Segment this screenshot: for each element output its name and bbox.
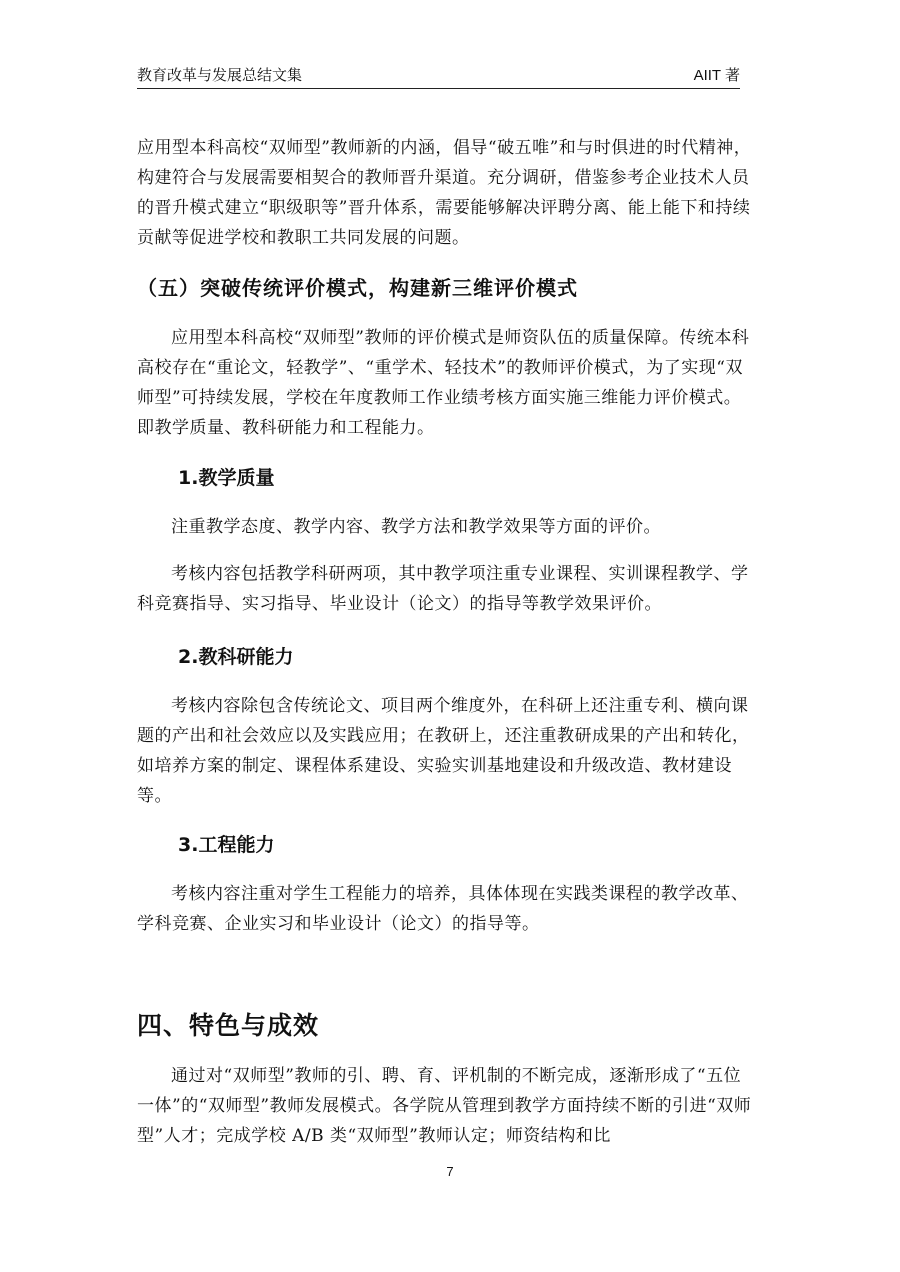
item-2-heading: 2.教科研能力: [178, 646, 294, 668]
item-3-paragraph: 考核内容注重对学生工程能力的培养，具体体现在实践类课程的教学改革、学科竞赛、企业实习和毕业设计（论文）的指导等。: [137, 884, 749, 934]
section-5-heading: （五）突破传统评价模式，构建新三维评价模式: [137, 276, 578, 300]
item-1-paragraph-1: 注重教学态度、教学内容、教学方法和教学效果等方面的评价。: [171, 517, 661, 537]
header-collection-title: 教育改革与发展总结文集: [137, 66, 303, 84]
section-5-paragraph: 应用型本科高校“双师型”教师的评价模式是师资队伍的质量保障。传统本科高校存在“重论文，轻教学”、“重学术、轻技术”的教师评价模式，为了实现“双师型”可持续发展，学校在年度教师工作业绩考核方面实施三维能力评价模式。即教学质量、教科研能力和工程能力。: [137, 328, 750, 438]
page-number: 7: [446, 1164, 454, 1179]
item-2-paragraph: 考核内容除包含传统论文、项目两个维度外，在科研上还注重专利、横向课题的产出和社会效应以及实践应用；在教研上，还注重教研成果的产出和转化，如培养方案的制定、课程体系建设、实验实训基地建设和升级改造、教材建设等。: [137, 696, 750, 806]
item-1-heading: 1.教学质量: [178, 467, 275, 489]
section-4-heading: 四、特色与成效: [137, 1011, 320, 1040]
item-1-paragraph-2: 考核内容包括教学科研两项，其中教学项注重专业课程、实训课程教学、学科竞赛指导、实习指导、毕业设计（论文）的指导等教学效果评价。: [137, 564, 749, 614]
page-header: [137, 62, 740, 89]
item-3-heading: 3.工程能力: [178, 834, 275, 856]
intro-paragraph: 应用型本科高校“双师型”教师新的内涵，倡导“破五唯”和与时俱进的时代精神，构建符合与发展需要相契合的教师晋升渠道。充分调研，借鉴参考企业技术人员的晋升模式建立“职级职等”晋升体系，需要能够解决评聘分离、能上能下和持续贡献等促进学校和教职工共同发展的问题。: [137, 138, 752, 248]
header-author: AIIT 著: [693, 67, 740, 84]
section-4-paragraph: 通过对“双师型”教师的引、聘、育、评机制的不断完成，逐渐形成了“五位一体”的“双师型”教师发展模式。各学院从管理到教学方面持续不断的引进“双师型”人才；完成学校 A/B 类“双师型”教师认定；师资结构和比: [137, 1066, 752, 1146]
